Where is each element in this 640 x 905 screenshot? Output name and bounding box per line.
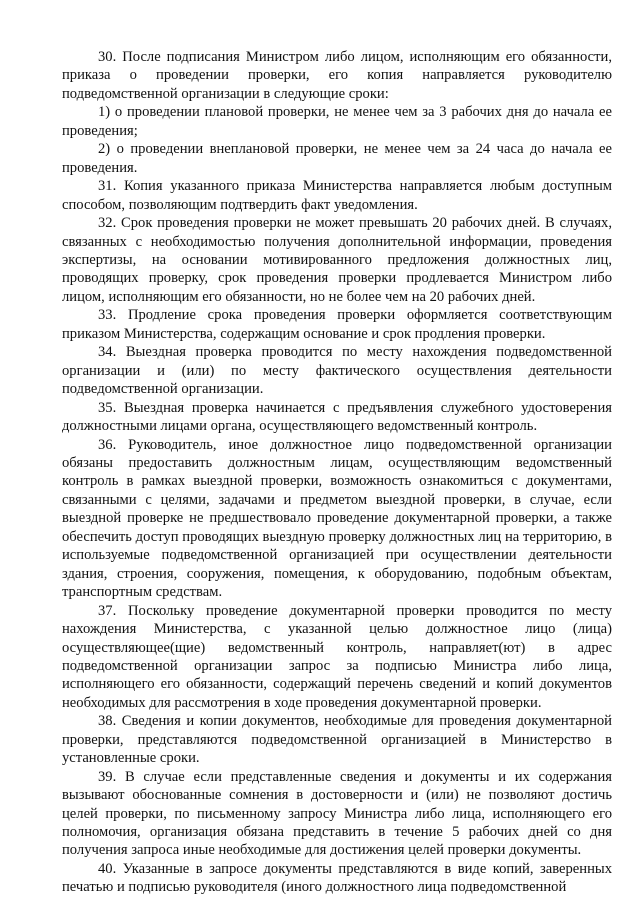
paragraph-39: 39. В случае если представленные сведения и документы и их содержания вызывают обоснованные сомнения в достоверности и (или) не позволяют достичь целей проверки, по письменному запросу Министра либо лица, исполняющего его полномочия, организация обязана представить в течение 5 рабочих дней со дня получения запроса иные необходимые для достижения целей проверки документы. <box>62 768 612 859</box>
paragraph-34: 34. Выездная проверка проводится по месту нахождения подведомственной организации и (или) по месту фактического осуществления деятельности подведомственной организации. <box>62 344 612 398</box>
paragraph-30-item-1: 1) о проведении плановой проверки, не менее чем за 3 рабочих дня до начала ее проведения; <box>62 104 612 139</box>
paragraph-35: 35. Выездная проверка начинается с предъявления служебного удостоверения должностными лицами органа, осуществляющего ведомственный контроль. <box>62 399 612 435</box>
paragraph-30: 30. После подписания Министром либо лицом, исполняющим его обязанности, приказа о проведении проверки, его копия направляется руководителю подведомственной организации в следующие сроки: <box>62 49 612 102</box>
paragraph-33: 33. Продление срока проведения проверки оформляется соответствующим приказом Министерства, содержащим основание и срок продления проверки. <box>62 307 612 342</box>
paragraph-38: 38. Сведения и копии документов, необходимые для проведения документарной проверки, представляются подведомственной организацией в Министерство в установленные сроки. <box>62 713 612 767</box>
paragraph-37: 37. Поскольку проведение документарной проверки проводится по месту нахождения Министерства, с указанной целью должностное лицо (лица) осуществляющее(щие) ведомственный контроль, направляет(ют) в адрес подведомственной организации запрос за подписью Министра либо лица, исполняющего его обязанности, содержащий перечень сведений и копий документов необходимых для рассмотрения в ходе проведения документарной проверки. <box>62 602 612 711</box>
paragraph-32: 32. Срок проведения проверки не может превышать 20 рабочих дней. В случаях, связанных с необходимостью получения дополнительной информации, проведения экспертизы, на основании мотивированного предложения должностных лиц, проводящих проверку, срок проведения проверки продлевается Министром либо лицом, исполняющим его обязанности, но не более чем на 20 рабочих дней. <box>62 215 612 305</box>
paragraph-30-item-2: 2) о проведении внеплановой проверки, не менее чем за 24 часа до начала ее проведения. <box>62 141 612 176</box>
paragraph-36: 36. Руководитель, иное должностное лицо подведомственной организации обязаны предоставить должностным лицам, осуществляющим ведомственный контроль в рамках выездной проверки, возможность ознакомиться с документами, связанными с целями, задачами и предметом выездной проверки, в случае, если выездной проверке не предшествовало проведение документарной проверки, а также обеспечить доступ проводящих выездную проверку должностных лиц на территорию, в используемые подведомственной организацией при осуществлении деятельности здания, строения, сооружения, помещения, к оборудованию, подобным объектам, транспортным средствам. <box>62 436 612 601</box>
paragraph-40: 40. Указанные в запросе документы представляются в виде копий, заверенных печатью и подписью руководителя (иного должностного лица подведомственной <box>62 860 612 896</box>
paragraph-31: 31. Копия указанного приказа Министерства направляется любым доступным способом, позволяющим подтвердить факт уведомления. <box>62 178 612 213</box>
